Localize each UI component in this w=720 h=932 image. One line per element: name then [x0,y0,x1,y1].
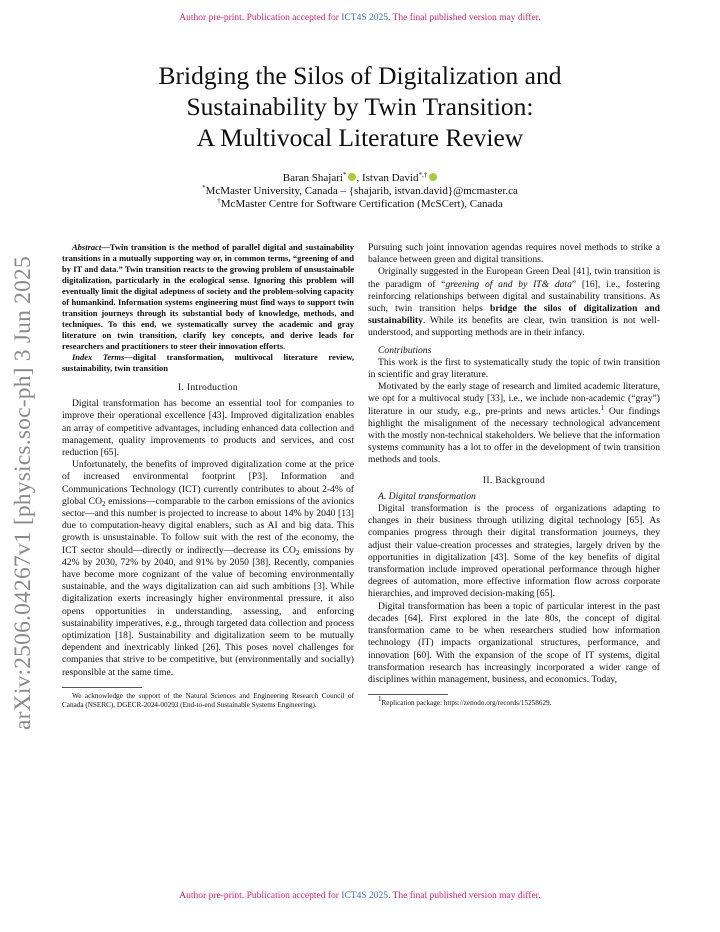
paragraph [368,266,660,339]
abstract-text: —Twin transition is the method of parallel digital and sustainability transitions in a mutually supporting way or, in common terms, “greening of and by IT and data.” Twin transition reacts to the growing problem of unsustainable digitalization, particularly in the ecological sense. Ignoring this problem will eventually limit the digital adeptness of society and the problem-solving capacity of humankind. Information systems engineering must find ways to support twin transition journeys through its substantial body of knowledge, methods, and techniques. To this end, we systematically survey the academic and gray literature on twin transition, clarify key concepts, and derive leads for researchers and practitioners to steer their innovation efforts. [62,242,354,351]
preprint-notice-bottom [0,891,720,901]
affiliation-line [60,185,660,198]
author-name: Istvan David [361,172,419,184]
right-column [368,242,660,708]
paper-title [60,60,660,153]
acknowledgement-footnote: We acknowledge the support of the Natural Sciences and Engineering Research Council of Canada (NSERC), DGECR-2024-00293 (End-to-end Sustainable Systems Engineering). [62,691,354,709]
author-block [60,172,660,211]
left-column [62,242,354,710]
subsection-heading: A. Digital transformation [378,490,476,502]
text-run: emissions by 42% by 2030, 72% by 2040, and 91% by 2050 [38]. Recently, companies have become more cognizant of the value of becoming environmentally sustainable, and the ways digitalization can aid such ambitions [3]. While digitalization exerts increasingly higher environmental pressure, it also opens opportunities in understanding, assessing, and enforcing sustainability imperatives, e.g., through targeted data collection and process optimization [18]. Sustainability and digitalization seem to be mutually dependent and inextricably linked [26]. This poses novel challenges for companies that strive to be competitive, but (environmentally and socially) responsible at the same time. [62,544,354,678]
notice-text: . The final published version may differ. [388,13,541,23]
footnote-marker: 1 [378,695,382,704]
paragraph: This work is the first to systematically study the topic of twin transition in scientific and gray literature. [368,356,660,381]
bold-phrase: bridge the silos of digitalization and sustainability [368,303,661,327]
affiliation-line [60,198,660,211]
emphasis: greening of and by IT& data [445,278,572,290]
affiliation-mark: * [202,184,206,192]
index-terms-text: —digital transformation, multivocal literature review, sustainability, twin transition [62,352,354,373]
affiliation-mark: † [217,197,221,205]
section-heading: II. Background [482,474,546,486]
section-heading: I. Introduction [178,382,238,393]
footnote-rule [62,687,142,688]
title-line: Bridging the Silos of Digitalization and [158,61,562,90]
notice-text: Author pre-print. Publication accepted for [179,891,342,901]
author-name: Baran Shajari [282,172,343,184]
text-run: Originally suggested in the European Green Deal [41], twin transition is the paradigm of “ [368,266,660,290]
paragraph [368,381,660,466]
index-terms [62,352,354,374]
affiliation-mark: * [342,171,347,179]
venue-link[interactable]: ICT4S 2025 [341,891,388,901]
text-run: emissions—comparable to the carbon emissions of the avionics sector—and this number is projected to increase to about 14% by 2040 [13] due to computation-heavy digital enablers, such as AI and big data. This growth is unsustainable. To follow suit with the rest of the economy, the ICT sector should—directly or indirectly—decrease its CO [62,495,354,556]
contributions-heading: Contributions [378,344,432,356]
title-line: Sustainability by Twin Transition: [186,92,534,121]
text-run: Unfortunately, the benefits of improved digitalization come at the price of increased environmental footprint [P3]. Information and Communications Technology (ICT) currently contributes to about 2-4% of global CO [62,459,354,507]
paragraph: Pursuing such joint innovation agendas requires novel methods to strike a balance between green and digital transitions. [368,242,660,266]
replication-footnote [368,695,660,708]
paragraph: Digital transformation has become an essential tool for companies to improve their operational excellence [43]. Improved digitalization enables an array of competitive advantages, including enhanced data collection and management, quality improvements to products and services, and cost reduction [65]. [62,398,354,459]
orcid-icon[interactable] [429,173,437,181]
footnote-marker[interactable]: 1 [600,403,605,412]
separator: , [356,172,362,184]
text-run: ” [16], i.e., fostering reinforcing relationships between digital and sustainability transitions. As such, twin transition helps [368,278,660,315]
notice-text: . The final published version may differ. [388,891,541,901]
paragraph: Digital transformation has been a topic of particular interest in the past decades [64]. First explored in the late 80s, the concept of digital transformation came to be when researchers studied how information technology (IT) impacts organizational structures, performance, and innovation [60]. With the expansion of the scope of IT systems, digital transformation research has increasingly incorporated a wider range of disciplines within management, business, and economics. Today, [368,600,660,685]
arxiv-identifier-stamp: arXiv:2506.04267v1 [physics.soc-ph] 3 Jun 2025 [10,256,36,730]
title-line: A Multivocal Literature Review [196,123,524,152]
footnote-text: Replication package: https://zenodo.org/records/15258629. [381,699,552,708]
preprint-notice-top [0,13,720,23]
venue-link[interactable]: ICT4S 2025 [341,13,388,23]
abstract-label: Abstract [72,242,102,252]
paragraph: Digital transformation is the process of organizations adapting to changes in their business through utilizing digital technology [65]. As companies progress through their digital transformation journeys, they adjust their value-creation processes and strategies, largely driven by the opportunities in digitalization [43]. Some of the key benefits of digital transformation include improved operational performance through higher degrees of automation, more effective information flow across corporate hierarchies, and improved decision-making [65]. [368,503,660,600]
affiliation-text: McMaster University, Canada – {shajarib, istvan.david}@mcmaster.ca [205,185,518,197]
subscript: 2 [102,499,106,508]
author-names [60,172,660,185]
notice-text: Author pre-print. Publication accepted for [179,13,342,23]
text-run: Our findings highlight the misalignment of the necessary technological advancement with the mostly non-technical stakeholders. We believe that the information systems community has a lot to offer in the development of twin transition methods and tools. [368,405,661,466]
text-run: Motivated by the early stage of research and limited academic literature, we opt for a multivocal study [33], i.e., we include non-academic (“gray”) literature in our study, e.g., pre-prints and news articles. [368,381,660,417]
affiliation-text: McMaster Centre for Software Certification (McSCert), Canada [220,198,503,210]
paragraph [62,459,354,679]
text-run: . While its benefits are clear, twin transition is not well-understood, and supporting methods are in their infancy. [368,315,660,339]
affiliation-mark: *,† [418,171,428,179]
subscript: 2 [295,548,300,557]
abstract [62,242,354,352]
index-terms-label: Index Terms [72,352,125,362]
